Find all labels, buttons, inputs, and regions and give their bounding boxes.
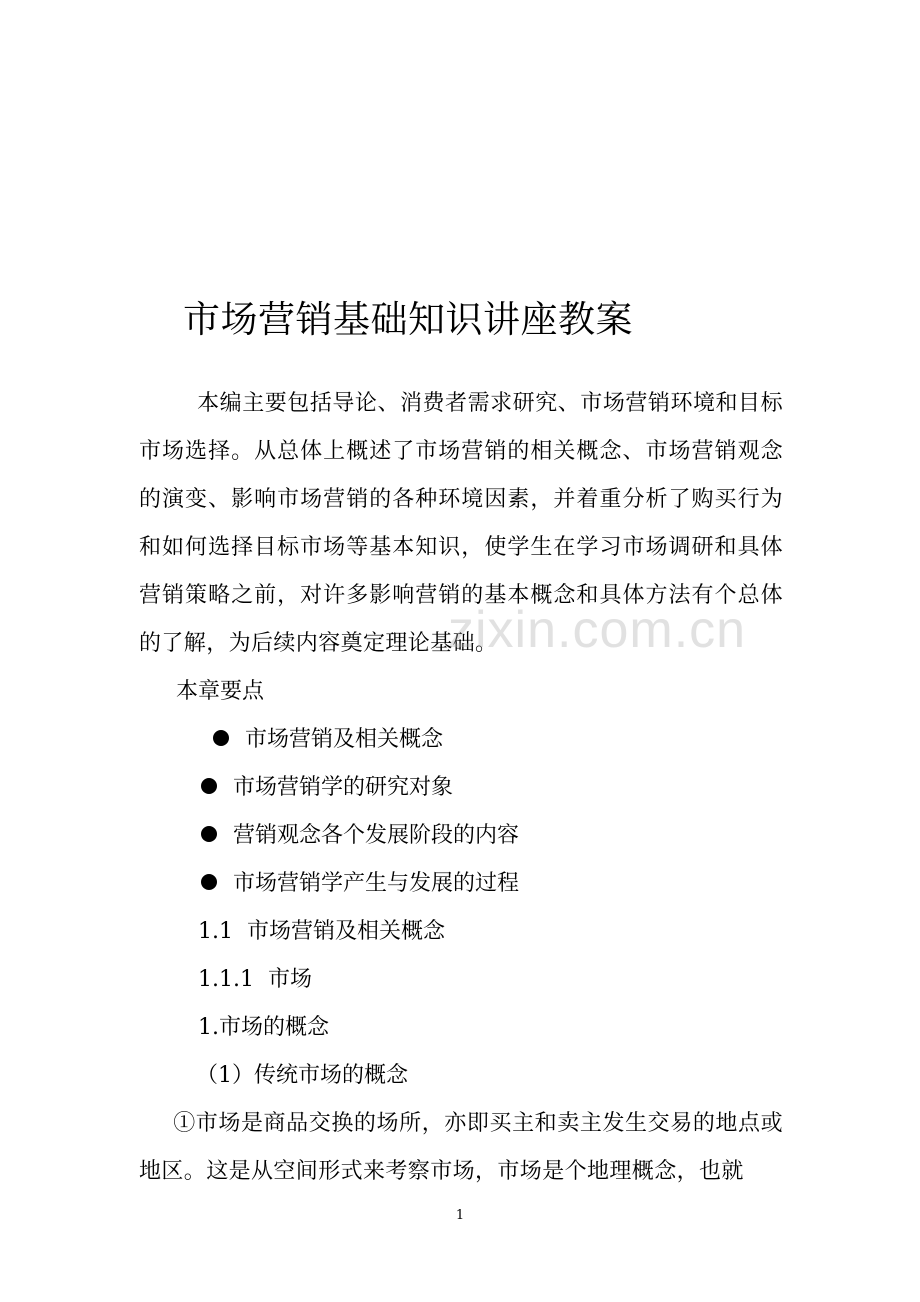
bullet-dot-icon — [201, 778, 217, 794]
bullet-item — [201, 764, 453, 812]
bullet-item — [213, 716, 443, 764]
intro-text: 本编主要包括导论、消费者需求研究、市场营销环境和目标市场选择。从总体上概述了市场营销的相关概念、市场营销观念的演变、影响市场营销的各种环境因素，并着重分析了购买行为和如何选择目标市场等基本知识，使学生在学习市场调研和具体营销策略之前，对许多影响营销的基本概念和具体方法有个总体的了解，为后续内容奠定理论基础。 — [139, 391, 783, 656]
body-paragraph — [139, 1100, 783, 1196]
body-paragraph-text: ①市场是商品交换的场所，亦即买主和卖主发生交易的地点或地区。这是从空间形式来考察市场，市场是个地理概念，也就 — [139, 1111, 783, 1184]
bullet-item — [201, 860, 519, 908]
watermark: zixin.com.cn — [448, 601, 747, 659]
bullet-text: 营销观念各个发展阶段的内容 — [233, 823, 520, 848]
subsection-heading: 1.市场的概念 — [198, 1015, 329, 1040]
bullet-text: 市场营销及相关概念 — [245, 727, 444, 752]
key-points-heading: 本章要点 — [176, 679, 265, 704]
section-heading-1-1-1: 1.1.1 市场 — [198, 967, 312, 992]
bullet-dot-icon — [201, 826, 217, 842]
document-title: 市场营销基础知识讲座教案 — [183, 298, 633, 341]
page-number: 1 — [455, 1208, 465, 1223]
subsection-heading-sub: （1）传统市场的概念 — [196, 1063, 408, 1088]
bullet-item — [201, 812, 519, 860]
bullet-text: 市场营销学产生与发展的过程 — [233, 871, 520, 896]
bullet-dot-icon — [201, 874, 217, 890]
section-heading-1-1: 1.1 市场营销及相关概念 — [198, 919, 445, 944]
bullet-text: 市场营销学的研究对象 — [233, 775, 454, 800]
bullet-dot-icon — [213, 730, 229, 746]
